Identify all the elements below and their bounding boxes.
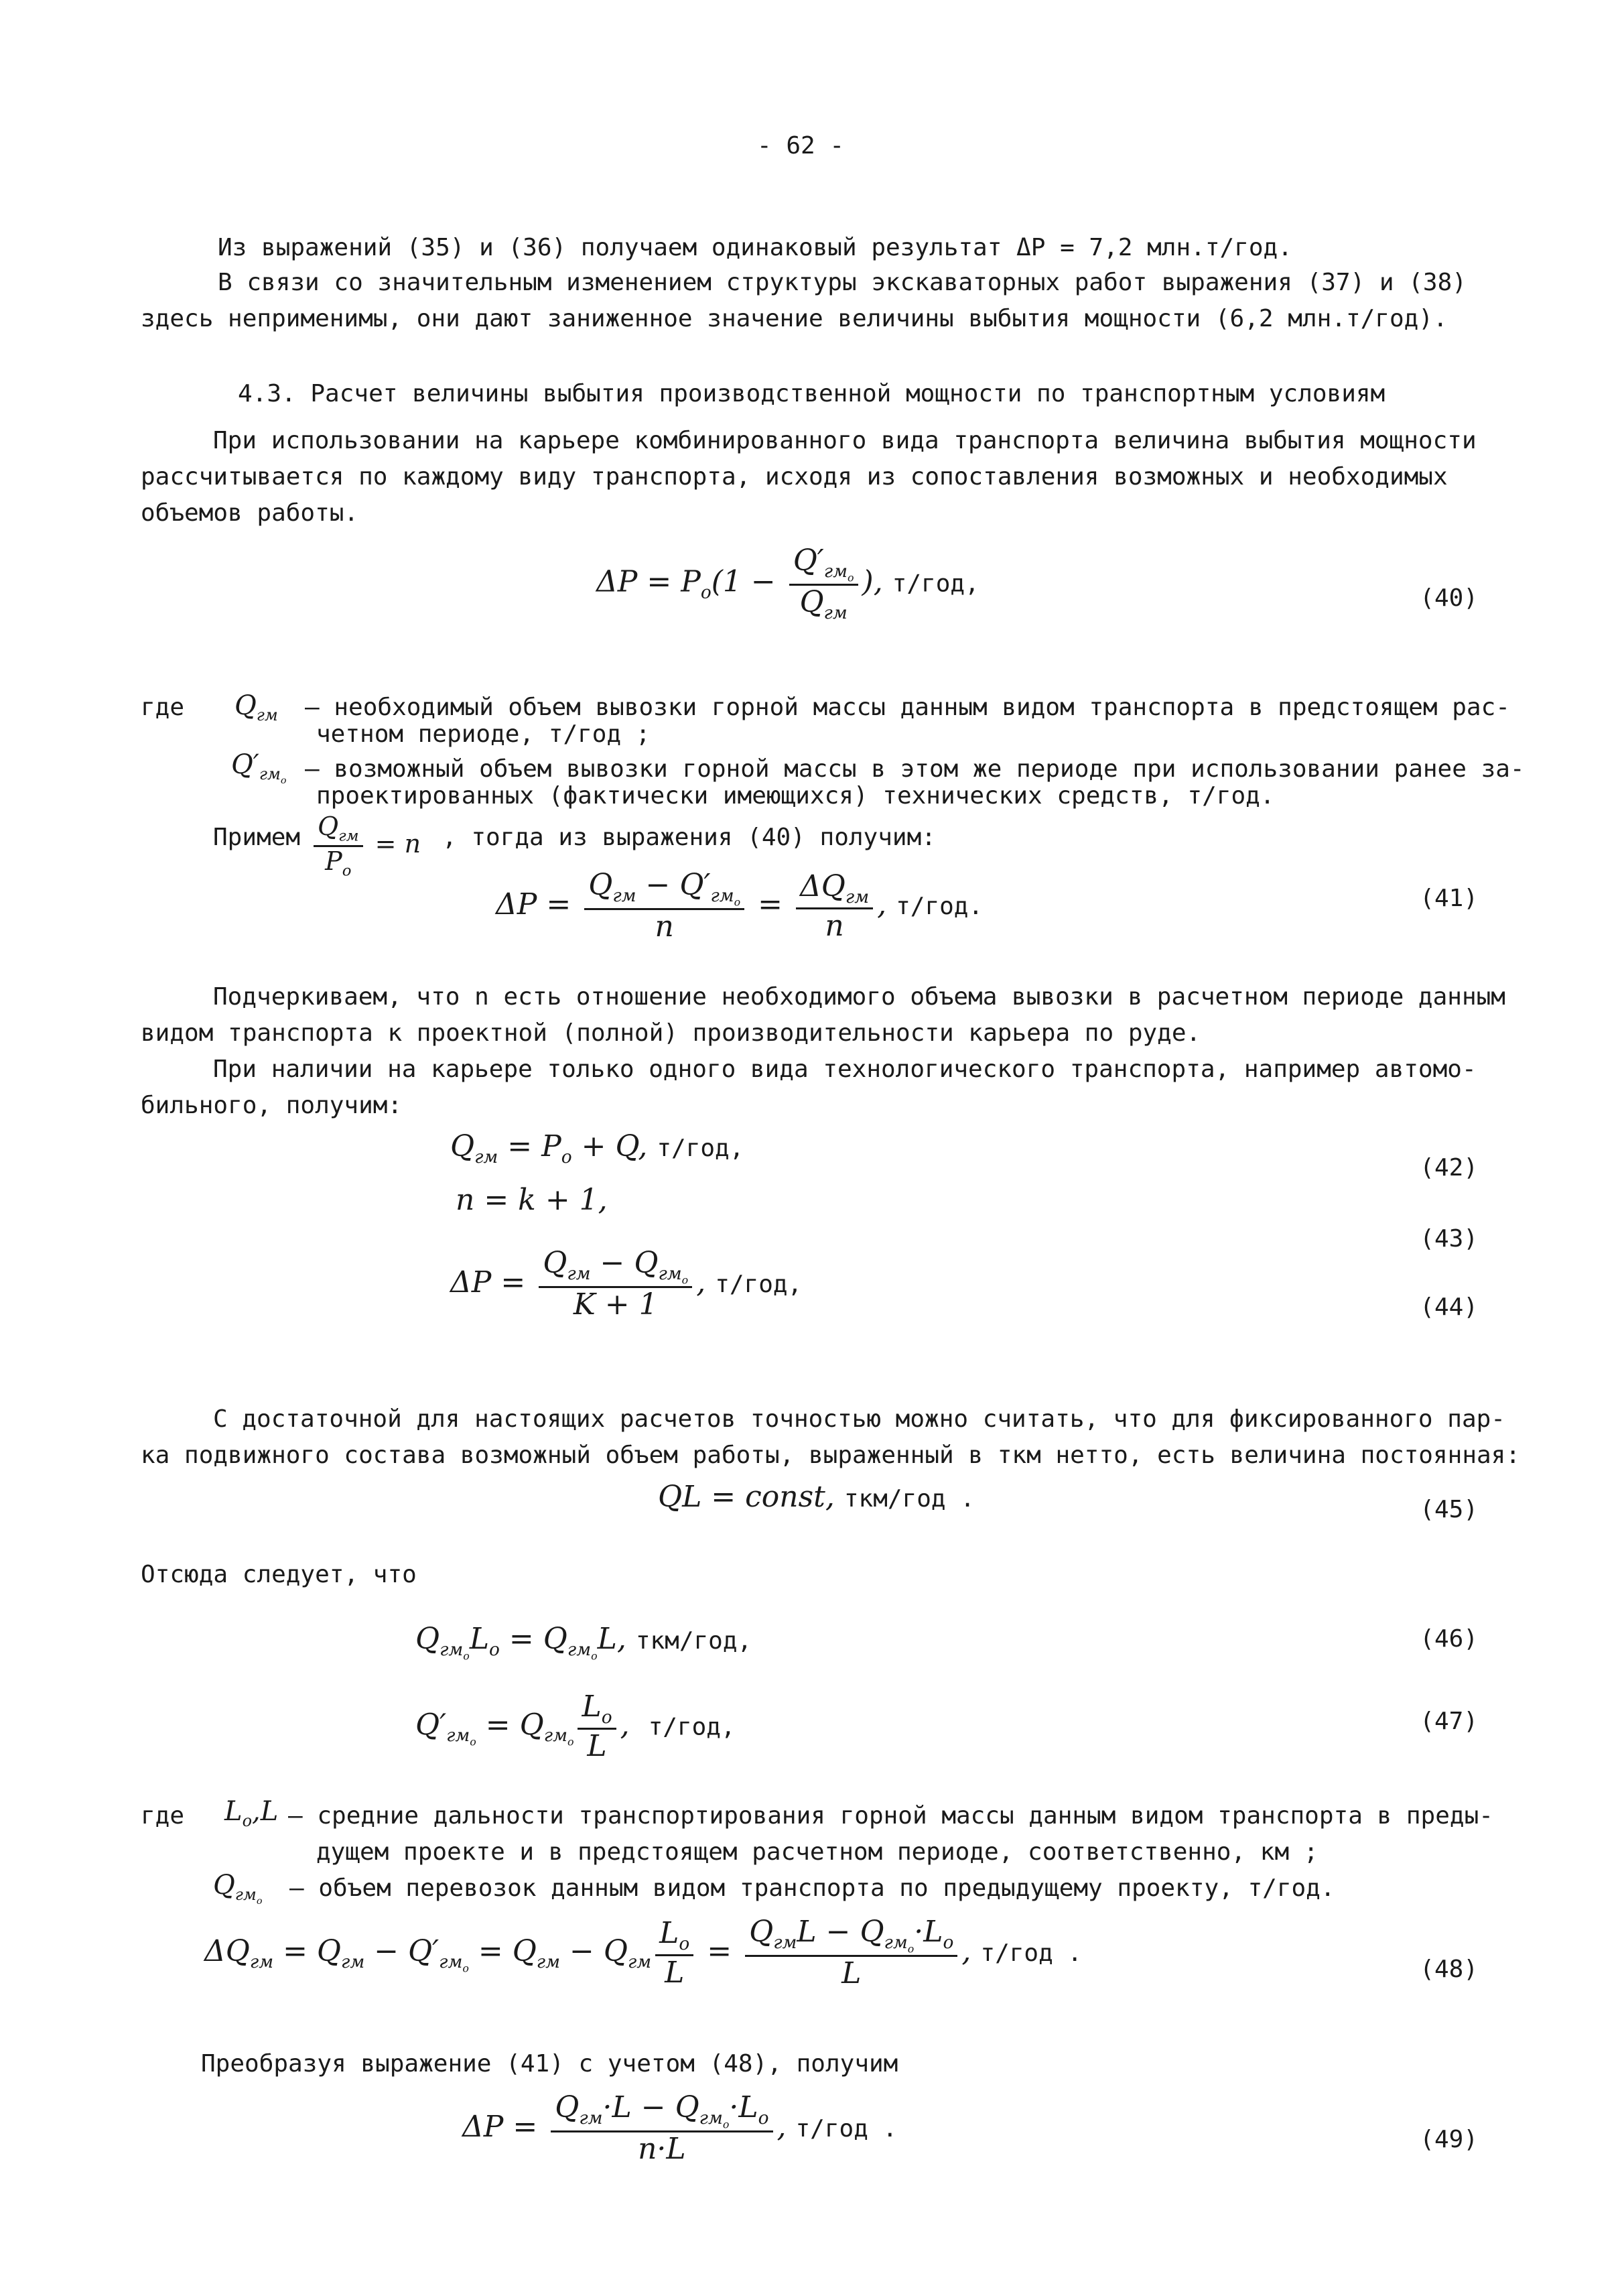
equation-number: (48) [1420, 1956, 1478, 1983]
paragraph-line: При наличии на карьере только одного вида технологического транспорта, например автомо- [213, 1056, 1477, 1083]
equation-number: (43) [1420, 1225, 1478, 1253]
equation-number: (40) [1420, 584, 1478, 612]
formula-47: $Q'_{гм_o} = Q_{гм_o}$ $\frac{L_o}{L}$ , т/год, [415, 1689, 736, 1764]
paragraph-line: объемов работы. [141, 499, 359, 527]
equation-number: (49) [1420, 2126, 1478, 2153]
paragraph-line: здесь неприменимы, они дают заниженное значение величины выбытия мощности (6,2 млн.т/год). [141, 305, 1448, 332]
equation-number: (42) [1420, 1154, 1478, 1182]
symbol-l0-l: $L_o,L$ [224, 1796, 279, 1830]
symbol-q-gm0-prime: $Q'_{гм_o}$ [231, 749, 287, 786]
paragraph-line: Преобразуя выражение (41) с учетом (48), получим [201, 2050, 898, 2078]
paragraph-line: , тогда из выражения (40) получим: [442, 824, 936, 851]
paragraph-line: рассчитывается по каждому виду транспорта, исходя из сопоставления возможных и необходимых [141, 463, 1448, 491]
paragraph-line: видом транспорта к проектной (полной) производительности карьера по руде. [141, 1019, 1201, 1047]
paragraph-line: Подчеркиваем, что n есть отношение необходимого объема вывозки в расчетном периоде данным [213, 983, 1505, 1011]
formula-40: $\Delta P = P_o(1$ − $\frac{Q'_{гм_o}}{Q_{гм}}$ ), т/год, [596, 544, 979, 624]
symbol-q-gm0: $Q_{гм_o}$ [213, 1870, 263, 1907]
paragraph-line: Из выражений (35) и (36) получаем одинаковый результат ΔP = 7,2 млн.т/год. [218, 234, 1292, 261]
section-heading: 4.3. Расчет величины выбытия производственной мощности по транспортным условиям [238, 380, 1386, 407]
formula-44: ΔP = $\frac{Q_{гм} - Q_{гм_o}}{K + 1}$ , т/год, [450, 1246, 803, 1322]
formula-41: ΔP = $\frac{Q_{гм} - Q'_{гм_o}}{n}$ = $\frac{\Delta Q_{гм}}{n}$ , т/год. [496, 868, 984, 944]
where-label: где [141, 694, 185, 721]
definition-line: дущем проекте и в предстоящем расчетном периоде, соответственно, км ; [316, 1838, 1319, 1866]
formula-45: QL = const, ткм/год . [658, 1480, 975, 1514]
paragraph-line: Примем [213, 824, 301, 851]
definition-line: проектированных (фактически имеющихся) технических средств, т/год. [316, 782, 1275, 810]
paragraph-line: Отсюда следует, что [141, 1561, 417, 1588]
where-label: где [141, 1802, 185, 1830]
page-number: - 62 - [757, 132, 845, 160]
formula-48: $\Delta Q_{гм} = Q_{гм} - Q'_{гм_o} = Q_{гм} - Q_{гм}$ $\frac{L_o}{L}$ = $\frac{Q_{гм}L - Q_{гм_o}\cdot L_o}{L}$ , т/год . [204, 1915, 1083, 1991]
formula-n-definition: $\frac{Q_{гм}}{P_o}$ = n [310, 812, 421, 880]
paragraph-line: В связи со значительным изменением структуры экскаваторных работ выражения (37) и (38) [218, 269, 1467, 296]
paragraph-line: ка подвижного состава возможный объем работы, выраженный в ткм нетто, есть величина постоянная: [141, 1442, 1521, 1469]
equation-number: (41) [1420, 885, 1478, 912]
definition-line: четном периоде, т/год ; [316, 720, 651, 748]
symbol-q-gm: $Q_{гм}$ [234, 690, 278, 724]
definition-line: – средние дальности транспортирования горной массы данным видом транспорта в преды- [288, 1802, 1493, 1830]
definition-line: – возможный объем вывозки горной массы в этом же периоде при использовании ранее за- [305, 755, 1525, 783]
formula-46: $Q_{гм_o}L_o = Q_{гм_o}L$, ткм/год, [415, 1622, 752, 1663]
definition-line: – объем перевозок данным видом транспорта по предыдущему проекту, т/год. [289, 1874, 1335, 1902]
equation-number: (47) [1420, 1708, 1478, 1735]
formula-42: $Q_{гм} = P_o + Q$, т/год, [450, 1129, 744, 1167]
paragraph-line: С достаточной для настоящих расчетов точностью можно считать, что для фиксированного пар- [213, 1405, 1505, 1433]
equation-number: (46) [1420, 1625, 1478, 1653]
formula-43: n = k + 1, [456, 1183, 608, 1217]
equation-number: (44) [1420, 1293, 1478, 1321]
formula-49: ΔP = $\frac{Q_{гм}\cdot L - Q_{гм_o}\cdot L_o}{n\cdot L}$ , т/год . [462, 2090, 898, 2167]
definition-line: – необходимый объем вывозки горной массы данным видом транспорта в предстоящем рас- [305, 694, 1510, 721]
paragraph-line: бильного, получим: [141, 1092, 403, 1119]
equation-number: (45) [1420, 1496, 1478, 1523]
paragraph-line: При использовании на карьере комбинированного вида транспорта величина выбытия мощности [213, 427, 1477, 454]
